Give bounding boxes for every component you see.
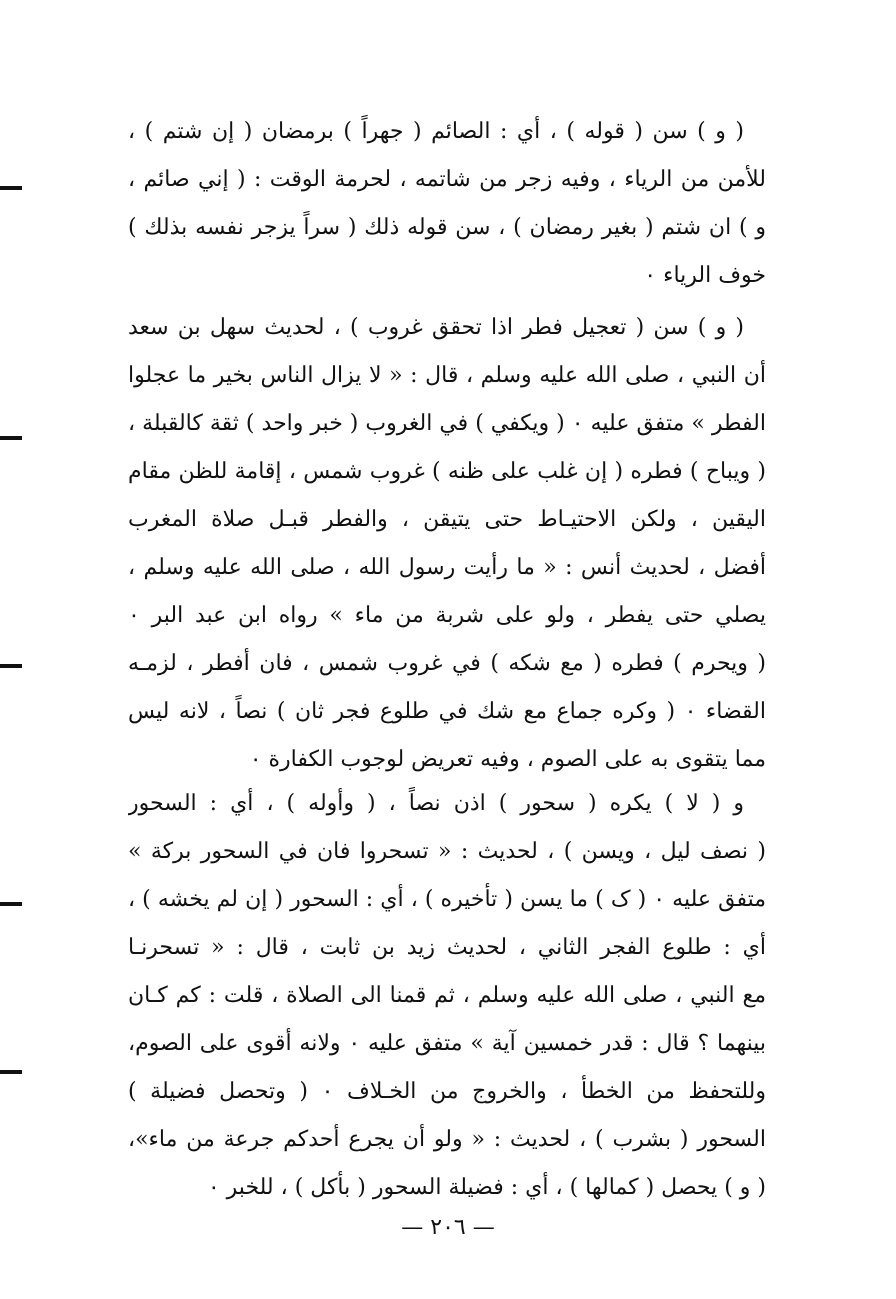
text-line: القضاء ٠ ( وكره جماع مع شك في طلوع فجر ثان ) نصاً ، لانه ليس [128,699,766,724]
text-line: الفطر » متفق عليه ٠ ( ويكفي ) في الغروب ( خبر واحد ) ثقة كالقبلة ، [128,411,766,436]
text-line: متفق عليه ٠ ( ک ) ما يسن ( تأخيره ) ، أي : السحور ( إن لم يخشه ) ، [128,887,766,912]
text-line: ( و ) سن ( قوله ) ، أي : الصائم ( جهراً ) برمضان ( إن شتم ) ، [128,119,744,144]
text-line: السحور ( بشرب ) ، لحديث : « ولو أن يجرع أحدكم جرعة من ماء»، [128,1127,766,1152]
text-line: وللتحفظ من الخطأ ، والخروج من الخـلاف ٠ ( وتحصل فضيلة ) [128,1079,766,1104]
margin-mark [0,1070,22,1074]
margin-mark [0,186,22,190]
text-line: للأمن من الرياء ، وفيه زجر من شاتمه ، لحرمة الوقت : ( إني صائم ، [128,167,766,192]
text-line: و ( لا ) يكره ( سحور ) اذن نصاً ، ( وأوله ) ، أي : السحور [128,791,744,816]
text-line: ( و ) يحصل ( كمالها ) ، أي : فضيلة السحور ( بأكل ) ، للخبر ٠ [207,1175,766,1200]
paragraph-hastening-iftar [128,304,766,784]
text-line: مع النبي ، صلى الله عليه وسلم ، ثم قمنا الى الصلاة ، قلت : كم كـان [128,983,766,1008]
paragraph-suhoor [128,780,766,1212]
text-line: خوف الرياء ٠ [644,263,766,288]
margin-mark [0,436,22,440]
text-line: ( و ) سن ( تعجيل فطر اذا تحقق غروب ) ، لحديث سهل بن سعد [128,315,744,340]
text-line: يصلي حتى يفطر ، ولو على شربة من ماء » رواه ابن عبد البر ٠ [128,603,766,628]
text-line: أي : طلوع الفجر الثاني ، لحديث زيد بن ثابت ، قال : « تسحرنـا [128,935,766,960]
margin-mark [0,664,22,668]
page-number: — ٢٠٦ — [401,1215,495,1240]
text-line: مما يتقوى به على الصوم ، وفيه تعريض لوجوب الكفارة ٠ [249,747,766,772]
text-line: ( ويباح ) فطره ( إن غلب على ظنه ) غروب شمس ، إقامة للظن مقام [128,459,766,484]
text-line: أن النبي ، صلى الله عليه وسلم ، قال : « لا يزال الناس بخير ما عجلوا [128,363,766,388]
text-line: اليقين ، ولكن الاحتيـاط حتى يتيقن ، والفطر قبـل صلاة المغرب [128,507,766,532]
text-line: أفضل ، لحديث أنس : « ما رأيت رسول الله ، صلى الله عليه وسلم ، [128,555,766,580]
paragraph-fasting-speech [128,108,766,300]
text-line: ( ويحرم ) فطره ( مع شكه ) في غروب شمس ، فان أفطر ، لزمـه [128,651,766,676]
text-line: و ) ان شتم ( بغير رمضان ) ، سن قوله ذلك ( سراً يزجر نفسه بذلك ) [128,215,766,240]
text-line: بينهما ؟ قال : قدر خمسين آية » متفق عليه ٠ ولانه أقوى على الصوم، [128,1031,766,1056]
text-line: ( نصف ليل ، ويسن ) ، لحديث : « تسحروا فان في السحور بركة » [128,839,766,864]
margin-mark [0,902,22,906]
